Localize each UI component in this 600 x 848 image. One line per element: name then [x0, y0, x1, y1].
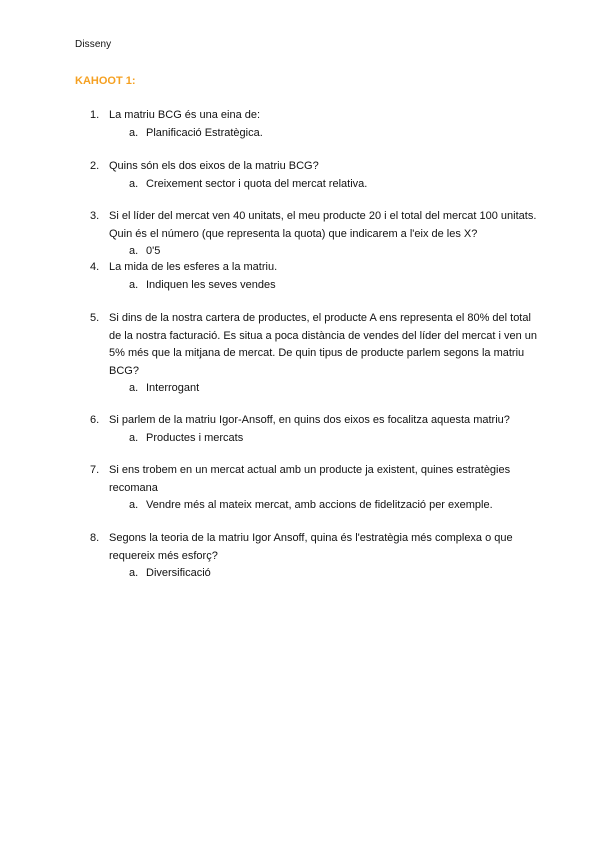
answer-letter: a.	[129, 245, 139, 257]
answer-item	[129, 277, 540, 295]
answer-letter: a.	[129, 567, 139, 579]
section-title: KAHOOT 1:	[75, 75, 136, 87]
answer-item	[129, 565, 540, 583]
question-number: 1.	[90, 109, 100, 121]
question-number: 6.	[90, 414, 100, 426]
answer-letter: a.	[129, 278, 139, 291]
answer-text: 0'5	[146, 245, 161, 257]
answer-text: Diversificació	[146, 567, 211, 579]
answer-text: Indiquen les seves vendes	[146, 278, 276, 291]
question-item	[90, 259, 540, 294]
answer-text: Planificació Estratègica.	[146, 126, 263, 139]
answer-text: Vendre més al mateix mercat, amb accions de fidelització per exemple.	[146, 499, 493, 511]
question-text: Si ens trobem en un mercat actual amb un producte ja existent, quines estratègies recomana	[109, 464, 511, 494]
question-text: Si dins de la nostra cartera de productes, el producte A ens representa el 80% del total de la nostra facturació. Es situa a poca distància de vendes del líder del mercat i ven un 5% més que la mitjana de mercat. De quin tipus de producte parlem segons la matriu BCG?	[109, 312, 538, 377]
answer-item	[129, 243, 540, 261]
answer-item	[129, 430, 540, 448]
answer-letter: a.	[129, 177, 139, 190]
question-text: Si el líder del mercat ven 40 unitats, el meu producte 20 i el total del mercat 100 unitats. Quin és el número (que representa la quota) que indicarem a l'eix de les X?	[109, 210, 537, 240]
question-text: Quins són els dos eixos de la matriu BCG?	[109, 160, 319, 172]
question-number: 2.	[90, 160, 100, 172]
question-text: Segons la teoria de la matriu Igor Ansoff, quina és l'estratègia més complexa o que requereix més esforç?	[109, 532, 513, 562]
question-number: 5.	[90, 312, 100, 324]
question-item	[90, 158, 540, 193]
question-text: Si parlem de la matriu Igor-Ansoff, en quins dos eixos es focalitza aquesta matriu?	[109, 414, 510, 426]
answer-text: Interrogant	[146, 382, 200, 394]
question-item	[90, 530, 540, 583]
answer-text: Creixement sector i quota del mercat relativa.	[146, 177, 368, 190]
question-number: 8.	[90, 532, 100, 544]
answer-letter: a.	[129, 431, 139, 444]
question-number: 7.	[90, 464, 100, 476]
question-item	[90, 107, 540, 142]
question-item	[90, 462, 540, 515]
answer-letter: a.	[129, 382, 139, 394]
question-number: 3.	[90, 210, 100, 222]
answer-text: Productes i mercats	[146, 431, 244, 444]
answer-letter: a.	[129, 126, 139, 139]
answer-item	[129, 125, 540, 143]
answer-letter: a.	[129, 499, 139, 511]
question-item	[90, 412, 540, 447]
question-text: La mida de les esferes a la matriu.	[109, 261, 278, 273]
question-number: 4.	[90, 261, 100, 273]
page-header: Disseny	[75, 39, 112, 50]
question-item	[90, 310, 540, 398]
answer-item	[129, 176, 540, 194]
question-text: La matriu BCG és una eina de:	[109, 109, 261, 121]
answer-item	[129, 380, 540, 398]
answer-item	[129, 497, 540, 515]
question-item	[90, 208, 540, 261]
